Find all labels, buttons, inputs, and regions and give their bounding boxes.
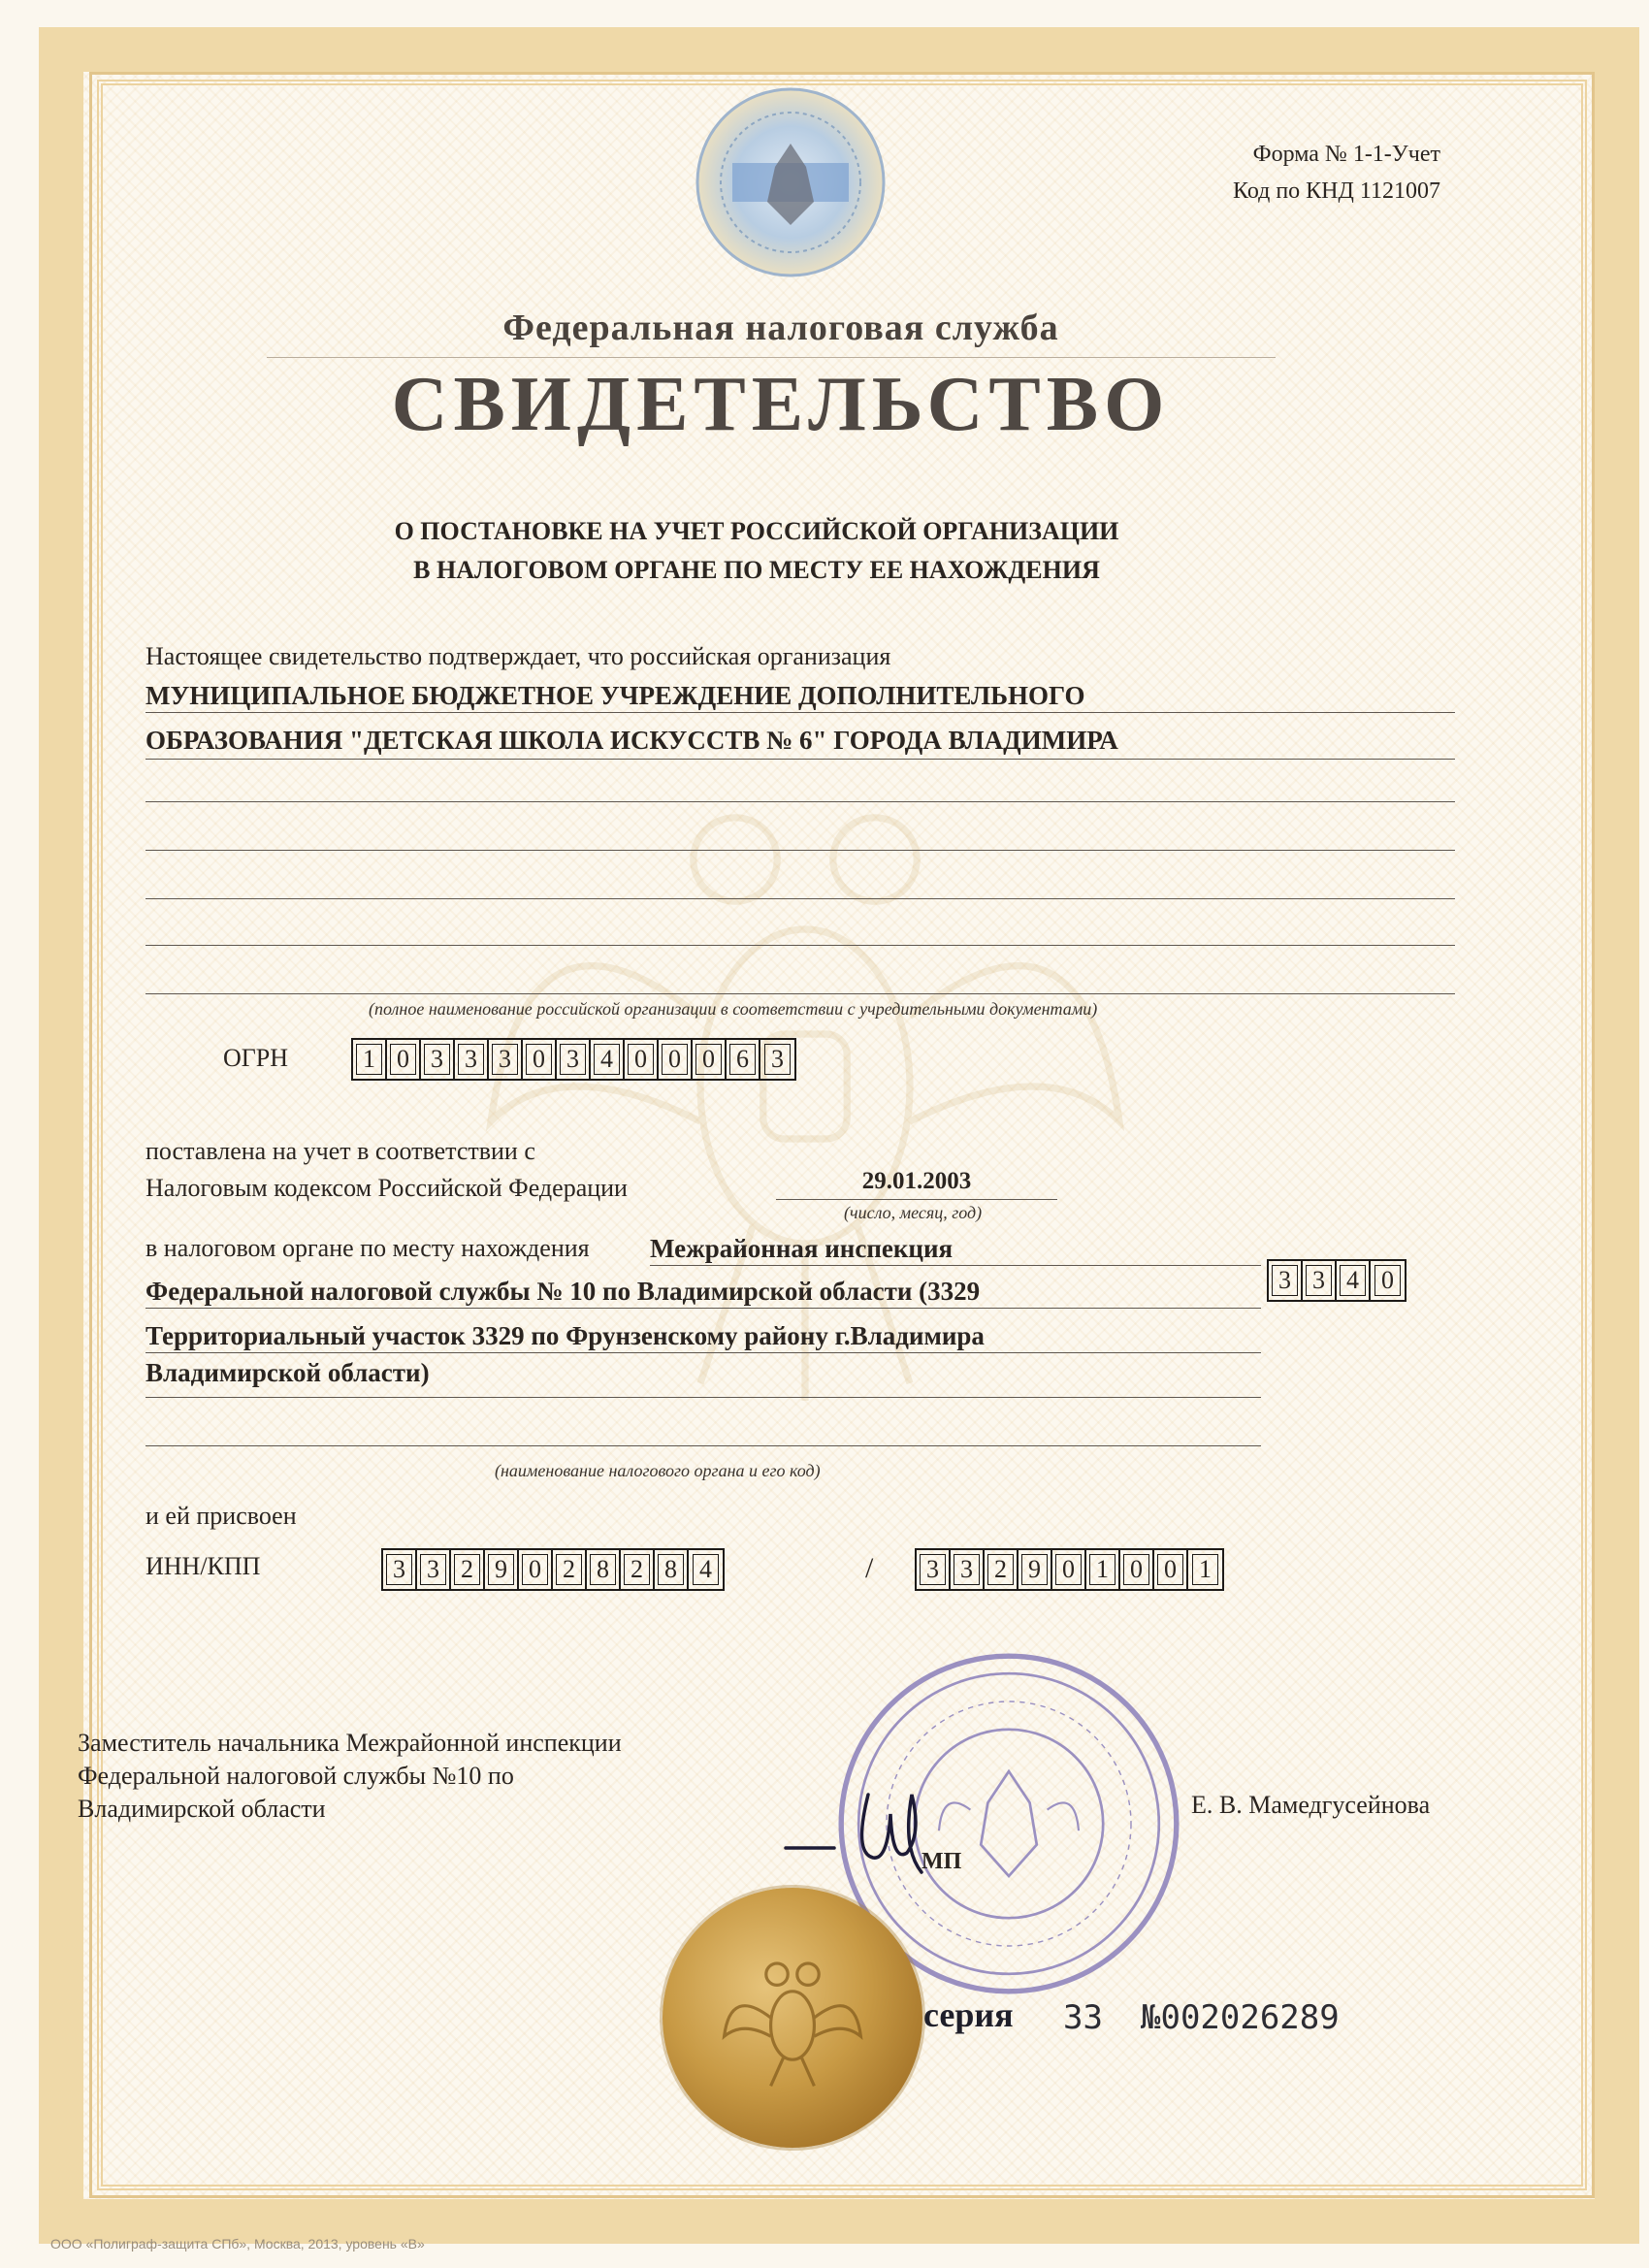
series-value: 33 <box>1063 1998 1103 2037</box>
authority-code-digit: 0 <box>1371 1261 1405 1300</box>
ogrn-digit: 3 <box>455 1040 489 1079</box>
inn-digit: 3 <box>417 1550 451 1589</box>
org-name-line-1: МУНИЦИПАЛЬНОЕ БЮДЖЕТНОЕ УЧРЕЖДЕНИЕ ДОПОЛНИТЕЛЬНОГО <box>146 681 1085 710</box>
authority-line-2: Федеральной налоговой службы № 10 по Владимирской области (3329 <box>146 1277 981 1306</box>
ogrn-digit: 0 <box>523 1040 557 1079</box>
registered-line-1: поставлена на учет в соответствии с <box>146 1137 535 1165</box>
inn-digit: 2 <box>621 1550 655 1589</box>
printer-imprint: ООО «Полиграф-защита СПб», Москва, 2013, уровень «В» <box>50 2236 425 2252</box>
inn-digit: 2 <box>451 1550 485 1589</box>
ogrn-digit: 4 <box>591 1040 625 1079</box>
registered-line-2: Налоговым кодексом Российской Федерации <box>146 1174 628 1202</box>
authority-rule <box>146 1308 1261 1309</box>
authority-rule <box>146 1352 1261 1353</box>
form-info <box>1233 136 1440 210</box>
ogrn-digit: 1 <box>353 1040 387 1079</box>
position-line-3: Владимирской области <box>78 1795 326 1823</box>
authority-code-digit: 3 <box>1303 1261 1337 1300</box>
inn-digit: 2 <box>553 1550 587 1589</box>
inn-digit: 3 <box>383 1550 417 1589</box>
ogrn-digit: 3 <box>421 1040 455 1079</box>
blank-rule <box>146 898 1455 899</box>
inn-digit: 0 <box>519 1550 553 1589</box>
date-rule <box>776 1199 1057 1200</box>
inn-kpp-label: ИНН/КПП <box>146 1552 261 1580</box>
authority-line-1: Межрайонная инспекция <box>650 1234 954 1263</box>
agency-underline <box>267 357 1276 358</box>
subtitle-line-2: В НАЛОГОВОМ ОРГАНЕ ПО МЕСТУ ЕЕ НАХОЖДЕНИЯ <box>413 556 1100 584</box>
ogrn-digit: 0 <box>659 1040 693 1079</box>
hologram-emblem-icon <box>694 85 888 279</box>
authority-code-digit: 3 <box>1269 1261 1303 1300</box>
authority-line-4: Владимирской области) <box>146 1358 430 1387</box>
ogrn-digit: 0 <box>387 1040 421 1079</box>
gold-seal <box>663 1888 922 2148</box>
assigned-text: и ей присвоен <box>146 1502 297 1530</box>
intro-text: Настоящее свидетельство подтверждает, что российская организация <box>146 642 891 670</box>
handwritten-signature-icon <box>776 1756 1028 1882</box>
position-line-1: Заместитель начальника Межрайонной инспекции <box>78 1729 622 1757</box>
form-number: Форма № 1-1-Учет <box>1252 142 1440 167</box>
eagle-seal-icon <box>715 1940 870 2095</box>
ogrn-digit: 3 <box>557 1040 591 1079</box>
inn-digit: 8 <box>655 1550 689 1589</box>
authority-rule <box>650 1265 1261 1266</box>
authority-rule <box>146 1397 1261 1398</box>
mp-mark: МП <box>922 1849 962 1874</box>
registration-date: 29.01.2003 <box>861 1168 972 1194</box>
blank-rule <box>146 801 1455 802</box>
document-subtitle <box>0 512 1513 590</box>
authority-caption: (наименование налогового органа и его код) <box>495 1461 821 1480</box>
inn-digit: 4 <box>689 1550 723 1589</box>
kpp-digit: 0 <box>1154 1550 1188 1589</box>
ogrn-label: ОГРН <box>223 1044 289 1072</box>
kpp-digit: 2 <box>985 1550 1018 1589</box>
org-name-rule <box>146 712 1455 713</box>
kpp-digit: 1 <box>1086 1550 1120 1589</box>
signatory-name: Е. В. Мамедгусейнова <box>1191 1791 1431 1819</box>
authority-line-3: Территориальный участок 3329 по Фрунзенскому району г.Владимира <box>146 1321 985 1350</box>
authority-rule <box>146 1445 1261 1446</box>
agency-name: Федеральная налоговая служба <box>502 308 1059 348</box>
authority-code-digit: 4 <box>1337 1261 1371 1300</box>
kpp-digit: 3 <box>917 1550 951 1589</box>
authority-code-cells <box>1267 1259 1406 1302</box>
kpp-digit: 9 <box>1018 1550 1052 1589</box>
ogrn-cells <box>351 1038 796 1081</box>
series-label: серия <box>923 1995 1014 2034</box>
position-line-2: Федеральной налоговой службы №10 по <box>78 1762 514 1790</box>
ogrn-digit: 3 <box>489 1040 523 1079</box>
kpp-digit: 0 <box>1052 1550 1086 1589</box>
subtitle-line-1: О ПОСТАНОВКЕ НА УЧЕТ РОССИЙСКОЙ ОРГАНИЗАЦИИ <box>394 517 1119 545</box>
blank-rule <box>146 945 1455 946</box>
kpp-digit: 0 <box>1120 1550 1154 1589</box>
kpp-digit: 1 <box>1188 1550 1222 1589</box>
kpp-digit: 3 <box>951 1550 985 1589</box>
ogrn-digit: 3 <box>760 1040 794 1079</box>
org-name-caption: (полное наименование российской организации в соответствии с учредительными документами) <box>369 999 1098 1019</box>
date-caption: (число, месяц, год) <box>844 1203 983 1222</box>
ogrn-digit: 6 <box>727 1040 760 1079</box>
ogrn-digit: 0 <box>625 1040 659 1079</box>
blank-rule <box>146 993 1455 994</box>
signatory-position <box>78 1727 622 1826</box>
authority-intro: в налоговом органе по месту нахождения <box>146 1234 590 1262</box>
inn-kpp-separator: / <box>865 1552 874 1584</box>
document-title: СВИДЕТЕЛЬСТВО <box>391 362 1171 447</box>
inn-cells <box>381 1548 725 1591</box>
certificate-number: №002026289 <box>1141 1998 1340 2037</box>
kpp-cells <box>915 1548 1224 1591</box>
blank-rule <box>146 850 1455 851</box>
ogrn-digit: 0 <box>693 1040 727 1079</box>
knd-code: Код по КНД 1121007 <box>1233 178 1440 204</box>
org-name-rule <box>146 759 1455 760</box>
inn-digit: 8 <box>587 1550 621 1589</box>
org-name-line-2: ОБРАЗОВАНИЯ "ДЕТСКАЯ ШКОЛА ИСКУССТВ № 6" ГОРОДА ВЛАДИМИРА <box>146 726 1118 755</box>
inn-digit: 9 <box>485 1550 519 1589</box>
